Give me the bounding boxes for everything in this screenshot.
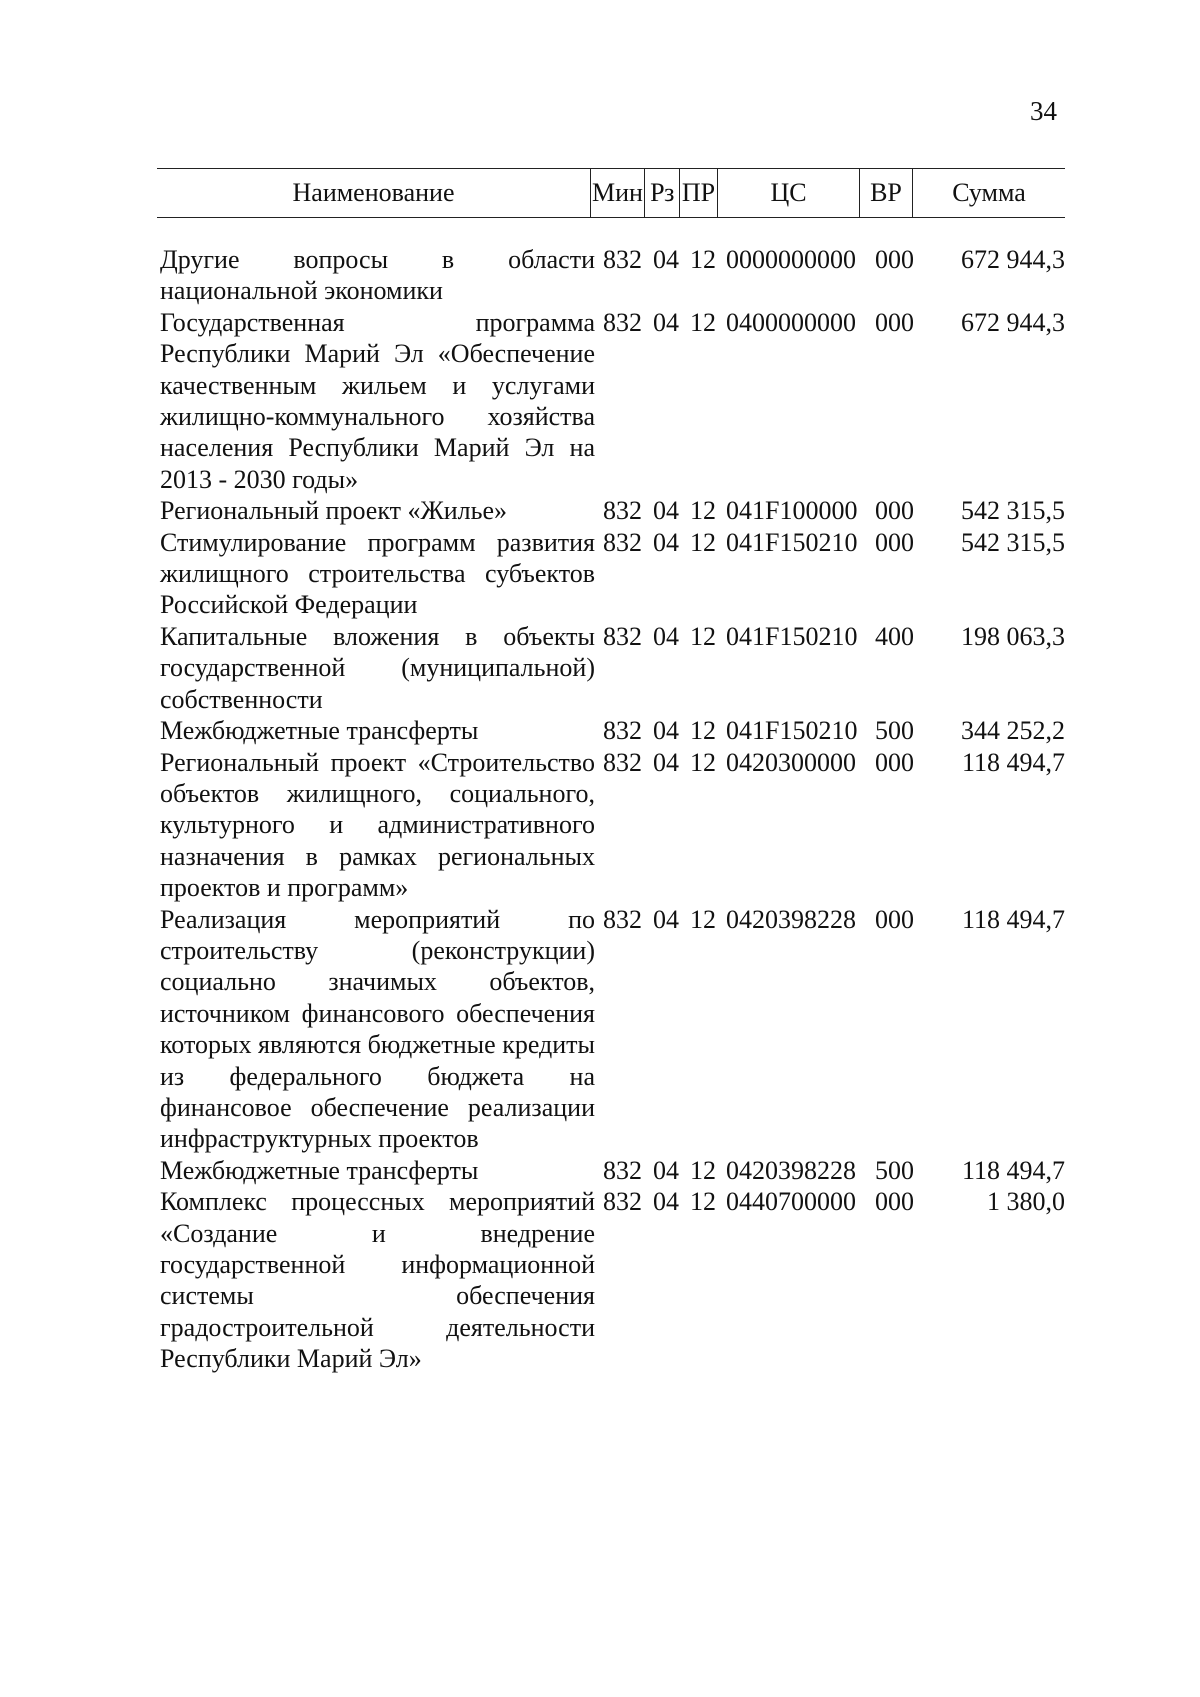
row-name: Другие вопросы в области национальной экономики (160, 245, 595, 306)
header-rz: Рз (644, 169, 679, 217)
row-sum: 542 315,5 (961, 496, 1065, 526)
row-sum: 672 944,3 (961, 307, 1065, 337)
header-vr: ВР (859, 169, 912, 217)
row-sum: 344 252,2 (961, 716, 1065, 746)
row-min: 832 (603, 307, 642, 337)
page-number: 34 (1030, 96, 1057, 126)
row-pr: 12 (690, 527, 716, 557)
row-min: 832 (603, 245, 642, 274)
row-rz: 04 (653, 1155, 679, 1185)
row-rz: 04 (653, 621, 679, 651)
row-cs: 041F100000 (726, 496, 858, 526)
row-vr: 000 (875, 904, 914, 934)
row-pr: 12 (690, 716, 716, 746)
row-sum: 118 494,7 (961, 747, 1065, 777)
table-row (160, 904, 1065, 1155)
table-row (160, 715, 1065, 746)
row-pr: 12 (690, 245, 716, 274)
row-sum: 198 063,3 (961, 621, 1065, 651)
row-sum: 672 944,3 (961, 245, 1065, 274)
header-sum: Сумма (912, 169, 1065, 217)
table-row (160, 1155, 1065, 1186)
row-vr: 500 (875, 1155, 914, 1185)
row-name: Межбюджетные трансферты (160, 1155, 479, 1185)
row-min: 832 (603, 496, 642, 526)
row-cs: 0420300000 (726, 747, 856, 777)
row-min: 832 (603, 716, 642, 746)
table-row (160, 307, 1065, 495)
row-min: 832 (603, 747, 642, 777)
row-sum: 542 315,5 (961, 527, 1065, 557)
row-pr: 12 (690, 1155, 716, 1185)
row-vr: 400 (875, 621, 914, 651)
row-vr: 000 (875, 527, 914, 557)
row-rz: 04 (653, 527, 679, 557)
row-name: Государственная программа Республики Марий Эл «Обеспечение качественным жильем и услугами жилищно-коммунального хозяйства населения Республики Марий Эл на 2013 - 2030 годы» (160, 307, 595, 494)
row-cs: 041F150210 (726, 621, 858, 651)
table-header (157, 168, 1065, 218)
table-body (160, 244, 1065, 1375)
row-vr: 000 (875, 1187, 914, 1217)
row-name: Стимулирование программ развития жилищного строительства субъектов Российской Федерации (160, 527, 595, 620)
row-name: Реализация мероприятий по строительству (реконструкции) социально значимых объектов, источником финансового обеспечения которых являются бюджетные кредиты из федерального бюджета на финансовое обеспечение реализации инфраструктурных проектов (160, 904, 595, 1154)
table-row (160, 1186, 1065, 1374)
row-name: Региональный проект «Строительство объектов жилищного, социального, культурного и административного назначения в рамках региональных проектов и программ» (160, 747, 595, 903)
row-name: Региональный проект «Жилье» (160, 496, 508, 526)
row-pr: 12 (690, 496, 716, 526)
row-pr: 12 (690, 621, 716, 651)
table-row (160, 244, 1065, 307)
row-sum: 118 494,7 (961, 904, 1065, 934)
row-sum: 1 380,0 (987, 1187, 1065, 1217)
row-vr: 500 (875, 716, 914, 746)
row-vr: 000 (875, 496, 914, 526)
row-min: 832 (603, 621, 642, 651)
row-rz: 04 (653, 496, 679, 526)
table-row (160, 495, 1065, 526)
row-cs: 041F150210 (726, 527, 858, 557)
row-rz: 04 (653, 904, 679, 934)
row-min: 832 (603, 904, 642, 934)
row-pr: 12 (690, 904, 716, 934)
row-rz: 04 (653, 1187, 679, 1217)
row-name: Комплекс процессных мероприятий «Создание и внедрение государственной информационной системы обеспечения градостроительной деятельности Республики Марий Эл» (160, 1187, 595, 1374)
row-cs: 041F150210 (726, 716, 858, 746)
row-cs: 0000000000 (726, 245, 856, 274)
row-vr: 000 (875, 307, 914, 337)
table-row (160, 527, 1065, 621)
row-vr: 000 (875, 747, 914, 777)
row-pr: 12 (690, 307, 716, 337)
row-min: 832 (603, 1187, 642, 1217)
row-min: 832 (603, 527, 642, 557)
row-rz: 04 (653, 747, 679, 777)
row-rz: 04 (653, 716, 679, 746)
row-cs: 0440700000 (726, 1187, 856, 1217)
header-min: Мин (590, 169, 644, 217)
row-rz: 04 (653, 245, 679, 274)
header-cs: ЦС (717, 169, 859, 217)
row-cs: 0400000000 (726, 307, 856, 337)
row-name: Межбюджетные трансферты (160, 716, 479, 746)
row-name: Капитальные вложения в объекты государственной (муниципальной) собственности (160, 621, 595, 714)
row-vr: 000 (875, 245, 914, 274)
row-cs: 0420398228 (726, 904, 856, 934)
header-pr: ПР (679, 169, 717, 217)
row-rz: 04 (653, 307, 679, 337)
row-min: 832 (603, 1155, 642, 1185)
table-row (160, 747, 1065, 904)
header-name: Наименование (292, 178, 455, 207)
table-row (160, 621, 1065, 715)
row-pr: 12 (690, 747, 716, 777)
row-cs: 0420398228 (726, 1155, 856, 1185)
row-sum: 118 494,7 (961, 1155, 1065, 1185)
row-pr: 12 (690, 1187, 716, 1217)
